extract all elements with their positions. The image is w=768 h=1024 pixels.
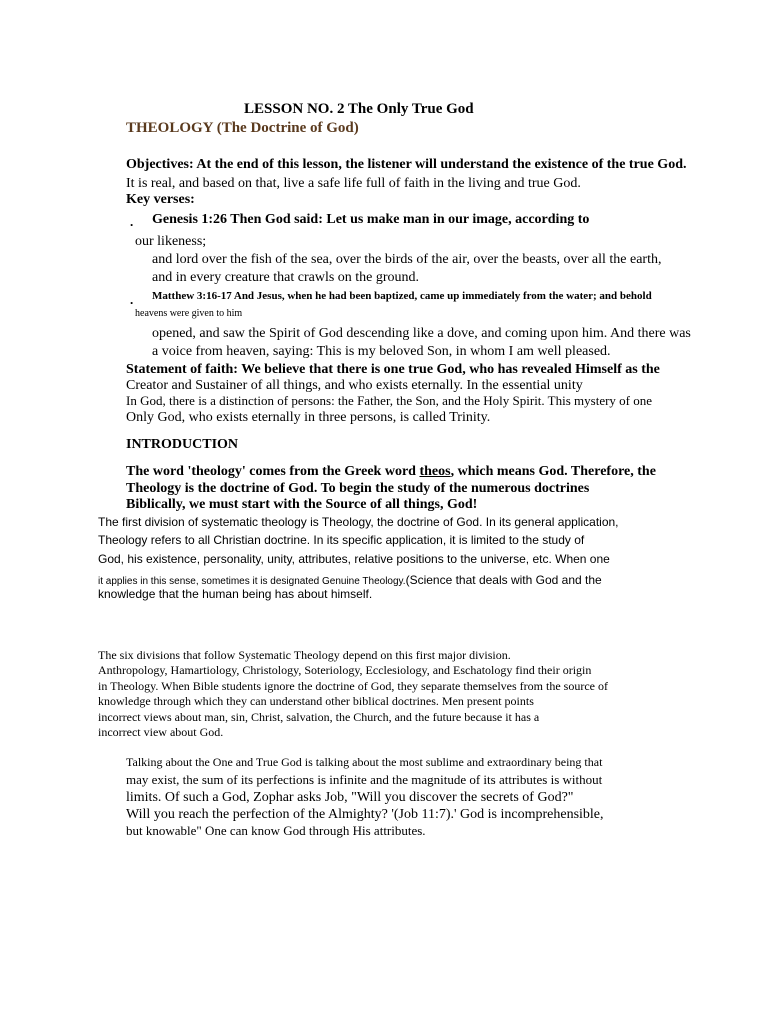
closing-line-1: Talking about the One and True God is talking about the most sublime and extraordinary being that: [126, 755, 603, 769]
theos-word: theos: [419, 464, 451, 479]
matthew-verse-line-3: opened, and saw the Spirit of God descending like a dove, and coming upon him. And there was: [152, 326, 691, 341]
matthew-verse-heading: Matthew 3:16-17 And Jesus, when he had been baptized, came up immediately from the water; and behold: [152, 290, 652, 302]
genesis-verse-line-2: our likeness;: [135, 234, 207, 249]
genesis-verse-line-3: and lord over the fish of the sea, over the birds of the air, over the beasts, over all the earth,: [152, 252, 662, 267]
lesson-title: LESSON NO. 2 The Only True God: [244, 101, 474, 117]
intro-paragraph-2-line-1: The first division of systematic theology is Theology, the doctrine of God. In its general application,: [98, 515, 619, 529]
divisions-line-4: knowledge through which they can understand other biblical doctrines. Men present points: [98, 694, 534, 708]
objectives-line-1: Objectives: At the end of this lesson, the listener will understand the existence of the true God.: [126, 157, 687, 172]
matthew-verse-line-4: a voice from heaven, saying: This is my beloved Son, in whom I am well pleased.: [152, 344, 611, 359]
divisions-line-6: incorrect view about God.: [98, 725, 224, 739]
intro-paragraph-1-line-1: The word 'theology' comes from the Greek word theos, which means God. Therefore, the: [126, 464, 656, 479]
key-verses-heading: Key verses:: [126, 192, 195, 207]
bullet-matthew: .: [130, 292, 134, 307]
introduction-heading: INTRODUCTION: [126, 437, 239, 452]
closing-line-3: limits. Of such a God, Zophar asks Job, "Will you discover the secrets of God?": [126, 790, 574, 805]
closing-line-5: but knowable" One can know God through His attributes.: [126, 823, 426, 838]
divisions-line-1: The six divisions that follow Systematic Theology depend on this first major division.: [98, 648, 511, 662]
bullet-genesis: .: [130, 214, 134, 229]
intro-paragraph-2-line-2: Theology refers to all Christian doctrine. In its specific application, it is limited to the study of: [98, 533, 585, 547]
statement-of-faith-line-3: In God, there is a distinction of persons: the Father, the Son, and the Holy Spirit. This mystery of one: [126, 393, 653, 408]
intro-paragraph-1-line-3: Biblically, we must start with the Source of all things, God!: [126, 497, 478, 512]
divisions-line-3: in Theology. When Bible students ignore the doctrine of God, they separate themselves from the source of: [98, 679, 608, 693]
closing-line-4: Will you reach the perfection of the Almighty? '(Job 11:7).' God is incomprehensible,: [126, 807, 604, 822]
closing-line-2: may exist, the sum of its perfections is infinite and the magnitude of its attributes is without: [126, 772, 603, 787]
objectives-line-2: It is real, and based on that, live a safe life full of faith in the living and true God.: [126, 176, 581, 191]
divisions-line-5: incorrect views about man, sin, Christ, salvation, the Church, and the future because it has a: [98, 710, 540, 724]
genesis-verse-heading: Genesis 1:26 Then God said: Let us make man in our image, according to: [152, 212, 590, 227]
divisions-line-2: Anthropology, Hamartiology, Christology, Soteriology, Ecclesiology, and Eschatology find their origin: [98, 663, 592, 677]
intro-paragraph-2-line-4: it applies in this sense, sometimes it is designated Genuine Theology.(Science that deals with God and the: [98, 573, 602, 587]
statement-of-faith-line-4: Only God, who exists eternally in three persons, is called Trinity.: [126, 410, 491, 425]
intro-paragraph-2-line-5: knowledge that the human being has about himself.: [98, 587, 373, 601]
intro-paragraph-2-line-3: God, his existence, personality, unity, attributes, relative positions to the universe, etc. When one: [98, 552, 610, 566]
matthew-verse-line-2: heavens were given to him: [135, 308, 243, 319]
statement-of-faith-line-2: Creator and Sustainer of all things, and who exists eternally. In the essential unity: [126, 378, 583, 393]
genesis-verse-line-4: and in every creature that crawls on the ground.: [152, 270, 420, 285]
intro-paragraph-1-line-2: Theology is the doctrine of God. To begin the study of the numerous doctrines: [126, 481, 590, 496]
section-subtitle: THEOLOGY (The Doctrine of God): [126, 120, 359, 136]
statement-of-faith-line-1: Statement of faith: We believe that there is one true God, who has revealed Himself as the: [126, 362, 660, 377]
